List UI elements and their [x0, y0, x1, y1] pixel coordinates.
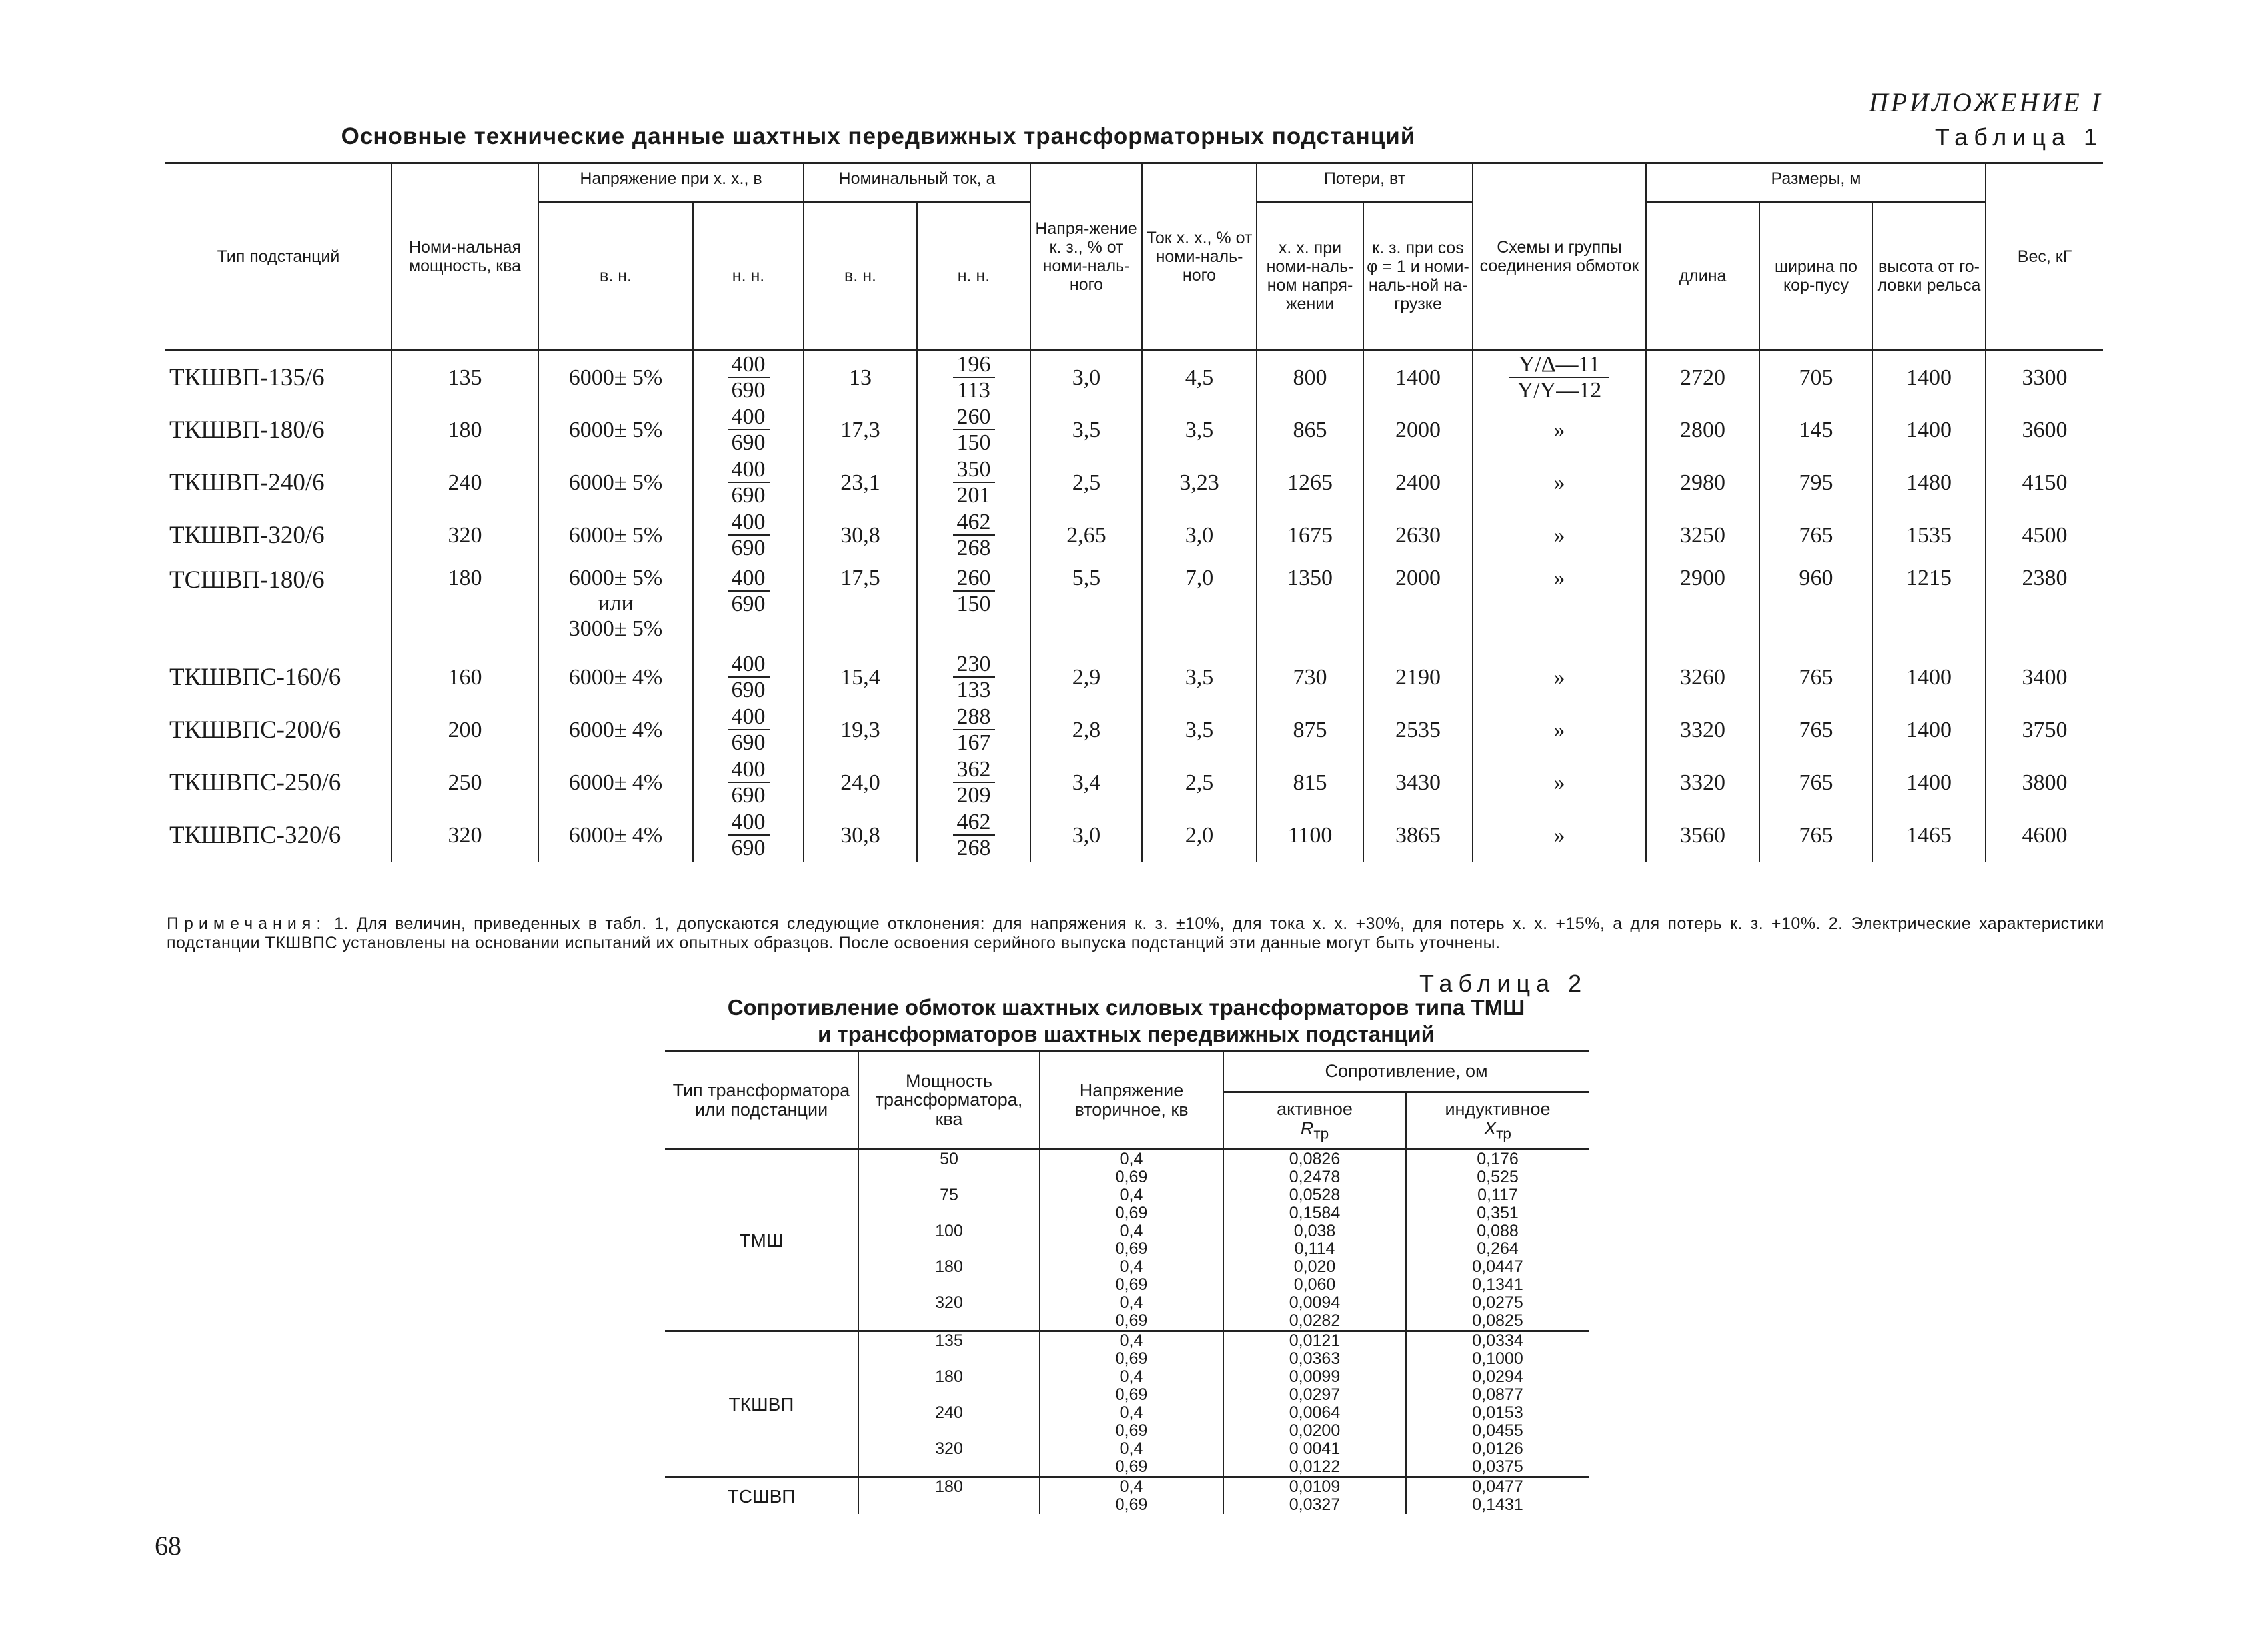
current-hv: 13 [804, 350, 917, 404]
loss-nl: 730 [1257, 651, 1363, 704]
winding-scheme: » [1473, 809, 1646, 862]
current-lv: $\frac{260}{150}$ [917, 404, 1030, 456]
current-hv: 19,3 [804, 704, 917, 756]
substation-type: ТКШВП-180/6 [169, 416, 325, 444]
table2-title [666, 994, 1586, 1048]
current-lv: $\frac{260}{150}$ [917, 562, 1030, 651]
loss-sc: 1400 [1363, 350, 1473, 404]
header-current-lv: н. н. [917, 202, 1030, 350]
current-hv: 17,5 [804, 562, 917, 651]
winding-scheme: » [1473, 651, 1646, 704]
voltage-lv: $\frac{400}{690}$ [693, 404, 804, 456]
voltage-hv: 6000± 4% [538, 809, 693, 862]
substation-type: ТСШВП-180/6 [169, 566, 325, 594]
nl-current: 3,5 [1142, 651, 1257, 704]
sc-voltage: 2,65 [1030, 509, 1142, 562]
loss-sc: 2400 [1363, 456, 1473, 509]
width: 765 [1759, 509, 1872, 562]
voltage-hv: 6000± 5% [538, 350, 693, 404]
t2-header-active: активное $R_{тр}$ [1223, 1092, 1406, 1150]
loss-sc: 2000 [1363, 404, 1473, 456]
table2-label: Таблица 2 [1419, 970, 1588, 997]
width: 795 [1759, 456, 1872, 509]
weight: 4150 [1986, 456, 2103, 509]
inductive-symbol: $X_{тр}$ [1484, 1118, 1511, 1142]
table-row [165, 651, 2103, 704]
table-row [165, 404, 2103, 456]
width: 705 [1759, 350, 1872, 404]
sc-voltage: 3,0 [1030, 350, 1142, 404]
rated-power: 135 [392, 350, 538, 404]
width: 765 [1759, 704, 1872, 756]
header-nl-current: Ток х. х., % от номи-наль-ного [1142, 163, 1257, 351]
voltage-hv: 6000± 5% [538, 456, 693, 509]
weight: 3400 [1986, 651, 2103, 704]
nl-current: 4,5 [1142, 350, 1257, 404]
voltage-lv: $\frac{400}{690}$ [693, 704, 804, 756]
height: 1400 [1872, 651, 1986, 704]
t2-header-power: Мощность трансформатора, ква [858, 1051, 1040, 1150]
current-hv: 17,3 [804, 404, 917, 456]
sc-voltage: 3,4 [1030, 756, 1142, 809]
nl-current: 3,5 [1142, 704, 1257, 756]
rated-power: 180 [392, 404, 538, 456]
header-weight: Вес, кГ [1986, 163, 2103, 351]
loss-nl: 1350 [1257, 562, 1363, 651]
width: 960 [1759, 562, 1872, 651]
header-voltage-hv: в. н. [538, 202, 693, 350]
voltage-hv: 6000± 5% [538, 509, 693, 562]
loss-sc: 3865 [1363, 809, 1473, 862]
substation-type: ТКШВПС-250/6 [169, 769, 341, 796]
header-dims-group: Размеры, м [1646, 163, 1986, 203]
voltage-hv: 6000± 5% [538, 404, 693, 456]
length: 2720 [1646, 350, 1759, 404]
sc-voltage: 2,5 [1030, 456, 1142, 509]
table-row [165, 456, 2103, 509]
transformer-type: ТСШВП [727, 1485, 796, 1507]
loss-sc: 2630 [1363, 509, 1473, 562]
active-resistance: 0,0826 0,2478 0,0528 0,1584 0,038 0,114 0,020 0,060 0,0094 0,0282 [1223, 1150, 1406, 1331]
current-lv: $\frac{196}{113}$ [917, 350, 1030, 404]
header-losses-group: Потери, вт [1257, 163, 1473, 203]
substation-type: ТКШВП-240/6 [169, 469, 325, 496]
table-row [165, 704, 2103, 756]
length: 3560 [1646, 809, 1759, 862]
sc-voltage: 2,9 [1030, 651, 1142, 704]
voltage-lv: $\frac{400}{690}$ [693, 456, 804, 509]
rated-power: 320 [392, 509, 538, 562]
table1-title: Основные технические данные шахтных передвижных трансформаторных подстанций [341, 123, 1416, 149]
weight: 4600 [1986, 809, 2103, 862]
table2-title-line2: и трансформаторов шахтных передвижных подстанций [818, 1022, 1435, 1047]
width: 145 [1759, 404, 1872, 456]
active-resistance: 0,0121 0,0363 0,0099 0,0297 0,0064 0,0200 0 0041 0,0122 [1223, 1331, 1406, 1477]
current-lv: $\frac{362}{209}$ [917, 756, 1030, 809]
voltage-hv: 6000± 4% [538, 651, 693, 704]
current-hv: 30,8 [804, 809, 917, 862]
nl-current: 3,0 [1142, 509, 1257, 562]
length: 3250 [1646, 509, 1759, 562]
weight: 3300 [1986, 350, 2103, 404]
weight: 3600 [1986, 404, 2103, 456]
current-lv: $\frac{288}{167}$ [917, 704, 1030, 756]
rated-power: 240 [392, 456, 538, 509]
header-width: ширина по кор-пусу [1759, 202, 1872, 350]
weight: 3750 [1986, 704, 2103, 756]
length: 3260 [1646, 651, 1759, 704]
length: 2980 [1646, 456, 1759, 509]
header-current-group: Номинальный ток, а [804, 163, 1030, 203]
header-voltage-lv: н. н. [693, 202, 804, 350]
active-symbol: $R_{тр}$ [1300, 1118, 1329, 1142]
winding-scheme: » [1473, 456, 1646, 509]
inductive-resistance: 0,0334 0,1000 0,0294 0,0877 0,0153 0,0455 0,0126 0,0375 [1406, 1331, 1589, 1477]
voltage-hv: 6000± 5% или 3000± 5% [538, 562, 693, 651]
t2-header-voltage: Напряжение вторичное, кв [1040, 1051, 1223, 1150]
transformer-type: ТМШ [665, 1150, 858, 1331]
height: 1400 [1872, 404, 1986, 456]
voltage-lv: $\frac{400}{690}$ [693, 809, 804, 862]
inductive-resistance: 0,0477 0,1431 [1406, 1477, 1589, 1515]
current-lv: $\frac{230}{133}$ [917, 651, 1030, 704]
loss-nl: 815 [1257, 756, 1363, 809]
voltage-hv: 6000± 4% [538, 756, 693, 809]
page-number: 68 [155, 1531, 181, 1561]
table-row [165, 756, 2103, 809]
table-row [165, 509, 2103, 562]
inductive-resistance: 0,176 0,525 0,117 0,351 0,088 0,264 0,0447 0,1341 0,0275 0,0825 [1406, 1150, 1589, 1331]
height: 1215 [1872, 562, 1986, 651]
loss-nl: 800 [1257, 350, 1363, 404]
rated-power: 160 [392, 651, 538, 704]
table-row [165, 809, 2103, 862]
substation-type: ТКШВП-135/6 [169, 364, 325, 391]
winding-scheme: » [1473, 704, 1646, 756]
rated-power: 180 [392, 562, 538, 651]
transformer-power: 50 75 100 180 320 [858, 1150, 1040, 1331]
width: 765 [1759, 809, 1872, 862]
table-row [665, 1477, 1589, 1515]
length: 2900 [1646, 562, 1759, 651]
weight: 4500 [1986, 509, 2103, 562]
current-hv: 24,0 [804, 756, 917, 809]
current-lv: $\frac{350}{201}$ [917, 456, 1030, 509]
header-height: высота от го-ловки рельса [1872, 202, 1986, 350]
secondary-voltage: 0,4 0,69 [1040, 1477, 1223, 1515]
substation-type: ТКШВП-320/6 [169, 522, 325, 549]
nl-current: 2,0 [1142, 809, 1257, 862]
width: 765 [1759, 756, 1872, 809]
nl-current: 3,23 [1142, 456, 1257, 509]
substation-type: ТКШВПС-200/6 [169, 716, 341, 744]
table-row [665, 1150, 1589, 1331]
height: 1480 [1872, 456, 1986, 509]
header-loss-sc: к. з. при cos φ = 1 и номи-наль-ной на-грузке [1363, 202, 1473, 350]
loss-sc: 2000 [1363, 562, 1473, 651]
notes-text: 1. Для величин, приведенных в табл. 1, допускаются следующие отклонения: для напряжения к. з. ±10%, для тока х. х. +30%, для потерь х. х. +15%, а для потерь к. з. +10%. 2. Электрические характеристики подстанции ТКШВПС установлены на основании испытаний их опытных образцов. После освоения серийного выпуска подстанций эти данные могут быть уточнены. [167, 914, 2104, 953]
active-resistance: 0,0109 0,0327 [1223, 1477, 1406, 1515]
table2-title-line1: Сопротивление обмоток шахтных силовых трансформаторов типа ТМШ [727, 995, 1525, 1020]
rated-power: 250 [392, 756, 538, 809]
header-length: длина [1646, 202, 1759, 350]
loss-sc: 3430 [1363, 756, 1473, 809]
current-hv: 30,8 [804, 509, 917, 562]
header-power: Номи-нальная мощность, ква [392, 163, 538, 351]
secondary-voltage: 0,4 0,69 0,4 0,69 0,4 0,69 0,4 0,69 [1040, 1331, 1223, 1477]
sc-voltage: 3,5 [1030, 404, 1142, 456]
current-hv: 15,4 [804, 651, 917, 704]
transformer-power: 135 180 240 320 [858, 1331, 1040, 1477]
weight: 2380 [1986, 562, 2103, 651]
header-voltage-group: Напряжение при х. х., в [538, 163, 804, 203]
winding-scheme: » [1473, 562, 1646, 651]
t2-header-type: Тип трансформатора или подстанции [665, 1051, 858, 1150]
winding-scheme: » [1473, 404, 1646, 456]
header-type: Тип подстанций [165, 163, 392, 351]
loss-nl: 1675 [1257, 509, 1363, 562]
height: 1400 [1872, 350, 1986, 404]
loss-sc: 2190 [1363, 651, 1473, 704]
transformer-type: ТКШВП [665, 1331, 858, 1477]
current-lv: $\frac{462}{268}$ [917, 809, 1030, 862]
voltage-hv: 6000± 4% [538, 704, 693, 756]
header-current-hv: в. н. [804, 202, 917, 350]
loss-nl: 1100 [1257, 809, 1363, 862]
table-row [665, 1331, 1589, 1477]
secondary-voltage: 0,4 0,69 0,4 0,69 0,4 0,69 0,4 0,69 0,4 0,69 [1040, 1150, 1223, 1331]
header-loss-nl: х. х. при номи-наль-ном напря-жении [1257, 202, 1363, 350]
width: 765 [1759, 651, 1872, 704]
length: 3320 [1646, 704, 1759, 756]
header-sc-voltage: Напря-жение к. з., % от номи-наль-ного [1030, 163, 1142, 351]
current-hv: 23,1 [804, 456, 917, 509]
sc-voltage: 5,5 [1030, 562, 1142, 651]
height: 1400 [1872, 756, 1986, 809]
substation-type: ТКШВПС-160/6 [169, 664, 341, 691]
height: 1400 [1872, 704, 1986, 756]
loss-sc: 2535 [1363, 704, 1473, 756]
table-row [165, 562, 2103, 651]
voltage-lv: $\frac{400}{690}$ [693, 651, 804, 704]
table1-notes [167, 914, 2104, 954]
loss-nl: 1265 [1257, 456, 1363, 509]
loss-nl: 875 [1257, 704, 1363, 756]
appendix-label: ПРИЛОЖЕНИЕ I [1869, 87, 2103, 117]
notes-label: Примечания: [167, 914, 327, 933]
header-scheme: Схемы и группы соединения обмоток [1473, 163, 1646, 351]
table-row [165, 350, 2103, 404]
rated-power: 200 [392, 704, 538, 756]
nl-current: 2,5 [1142, 756, 1257, 809]
transformer-power: 180 [858, 1477, 1040, 1515]
nl-current: 3,5 [1142, 404, 1257, 456]
voltage-lv: $\frac{400}{690}$ [693, 756, 804, 809]
current-lv: $\frac{462}{268}$ [917, 509, 1030, 562]
resistance-table [665, 1050, 1589, 1514]
sc-voltage: 3,0 [1030, 809, 1142, 862]
winding-scheme: » [1473, 756, 1646, 809]
substation-type: ТКШВПС-320/6 [169, 822, 341, 849]
height: 1465 [1872, 809, 1986, 862]
t2-header-resistance: Сопротивление, ом [1223, 1051, 1589, 1092]
substation-data-table [165, 162, 2103, 862]
voltage-lv: $\frac{400}{690}$ [693, 562, 804, 651]
voltage-lv: $\frac{400}{690}$ [693, 350, 804, 404]
loss-nl: 865 [1257, 404, 1363, 456]
table1-label: Таблица 1 [1934, 123, 2103, 151]
length: 2800 [1646, 404, 1759, 456]
nl-current: 7,0 [1142, 562, 1257, 651]
voltage-lv: $\frac{400}{690}$ [693, 509, 804, 562]
sc-voltage: 2,8 [1030, 704, 1142, 756]
winding-scheme: $\frac{Y/\Delta—11}{Y/Y—12}$ [1473, 350, 1646, 404]
rated-power: 320 [392, 809, 538, 862]
length: 3320 [1646, 756, 1759, 809]
t2-header-inductive: индуктивное $X_{тр}$ [1406, 1092, 1589, 1150]
weight: 3800 [1986, 756, 2103, 809]
winding-scheme: » [1473, 509, 1646, 562]
height: 1535 [1872, 509, 1986, 562]
